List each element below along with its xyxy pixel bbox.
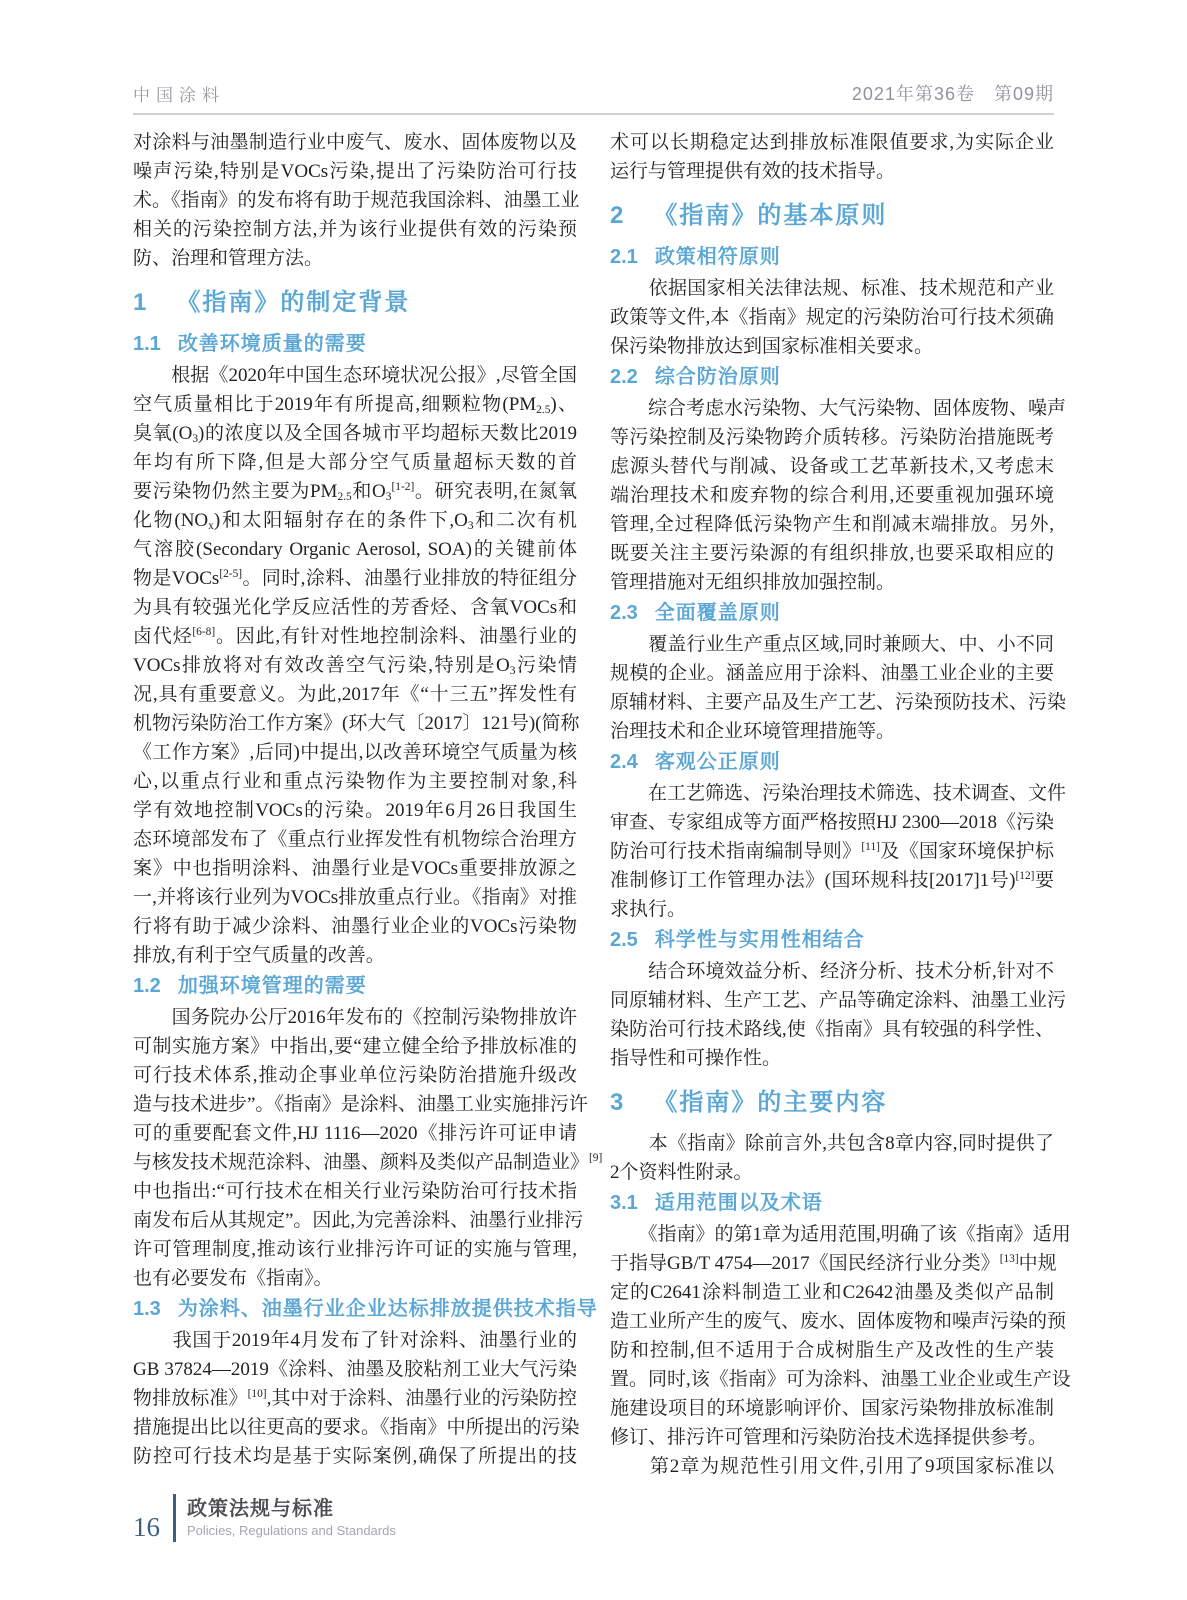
issue-info: 2021年第36卷 第09期 (851, 84, 1054, 104)
text-line: 一,并将该行业列为VOCs排放重点行业。《指南》对推 (133, 887, 577, 908)
text-line: 相关的污染控制方法,并为该行业提供有效的污染预 (133, 219, 577, 240)
text-line: 审查、专家组成等方面严格按照HJ 2300—2018《污染 (610, 812, 1054, 833)
text-line: 治理技术和企业环境管理措施等。 (610, 721, 896, 742)
heading-number: 2.4 (610, 751, 638, 773)
text-line: 臭氧$(O_3)$的浓度以及全国各城市平均超标天数比2019 (133, 423, 577, 445)
heading-title: 为涂料、油墨行业企业达标排放提供技术指导 (177, 1298, 598, 1320)
heading-title: 加强环境管理的需要 (177, 975, 367, 997)
text-line: 物是VOCs[2-5]。同时,涂料、油墨行业排放的特征组分 (133, 568, 577, 589)
subsection-heading (610, 1188, 1054, 1219)
text-line: 既要关注主要污染源的有组织排放,也要采取相应的 (610, 543, 1054, 564)
text-line: 化物$(NO_x)$和太阳辐射存在的条件下$,O_3$和二次有机 (133, 510, 577, 532)
paragraph (133, 1003, 603, 1293)
column-left (133, 128, 603, 1481)
text-line: 在工艺筛选、污染治理技术筛选、技术调查、文件 (610, 783, 1067, 804)
text-line: 造工业所产生的废气、废水、固体废物和噪声污染的预 (610, 1311, 1067, 1332)
text-line: 我国于2019年4月发布了针对涂料、油墨行业的 (133, 1330, 577, 1351)
heading-number: 2.1 (610, 246, 638, 268)
subsection-heading (610, 925, 1054, 956)
text-line: 许可管理制度,推动该行业排污许可证的实施与管理, (133, 1239, 577, 1260)
content-columns (133, 128, 1071, 1481)
heading-number: 1.1 (133, 333, 161, 355)
text-line: 管理措施对无组织排放加强控制。 (610, 572, 896, 593)
text-line: 定的C2641涂料制造工业和C2642油墨及类似产品制 (610, 1282, 1054, 1303)
heading-number: 1.3 (133, 1298, 161, 1320)
text-line: 修订、排污许可管理和污染防治技术选择提供参考。 (610, 1427, 1048, 1448)
paragraph (610, 128, 1054, 186)
text-line: 求执行。 (610, 899, 687, 920)
text-line: GB 37824—2019《涂料、油墨及胶粘剂工业大气污染 (133, 1359, 577, 1380)
text-line: 端治理技术和废弃物的综合利用,还要重视加强环境 (610, 485, 1054, 506)
text-line: 于指导GB/T 4754—2017《国民经济行业分类》[13]中规 (610, 1253, 1057, 1274)
heading-title: 科学性与实用性相结合 (654, 929, 865, 951)
text-line: 施建设项目的环境影响评价、国家污染物排放标准制 (610, 1398, 1054, 1419)
text-line: 指导性和可操作性。 (610, 1048, 782, 1069)
heading-number: 2.3 (610, 602, 638, 624)
text-line: 措施提出比以往更高的要求。《指南》中所提出的污染 (133, 1417, 580, 1438)
footer-section-title: 政策法规与标准 (187, 1498, 334, 1520)
section-heading (133, 287, 577, 319)
heading-title: 《指南》的基本原则 (653, 202, 888, 229)
text-line: 等污染控制及污染物跨介质转移。污染防治措施既考 (610, 427, 1054, 448)
text-line: 准制修订工作管理办法》(国环规科技[2017]1号)[12]要 (610, 870, 1054, 891)
text-line: 规模的企业。涵盖应用于涂料、油墨工业企业的主要 (610, 663, 1054, 684)
page-number: 16 (133, 1512, 160, 1542)
paragraph (610, 1129, 1054, 1187)
text-line: VOCs排放将对有效改善空气污染,特别是$O_3$污染情 (133, 655, 577, 677)
text-line: 覆盖行业生产重点区域,同时兼顾大、中、小不同 (610, 634, 1054, 655)
heading-title: 政策相符原则 (654, 246, 781, 268)
text-line: 气溶胶(Secondary Organic Aerosol, SOA)的关键前体 (133, 539, 577, 560)
text-line: 机物污染防治工作方案》(环大气〔2017〕121号)(简称 (133, 713, 580, 734)
footer-divider (173, 1494, 176, 1542)
paragraph (610, 957, 1067, 1073)
section-heading (610, 200, 1054, 232)
text-line: 虑源头替代与削减、设备或工艺革新技术,又考虑末 (610, 456, 1054, 477)
text-line: 《工作方案》,后同)中提出,以改善环境空气质量为核 (133, 742, 577, 763)
paragraph (610, 274, 1054, 361)
text-line: 可行技术体系,推动企事业单位污染防治措施升级改 (133, 1065, 577, 1086)
subsection-heading (133, 329, 577, 360)
footer-titles (187, 1496, 396, 1540)
heading-title: 改善环境质量的需要 (177, 333, 367, 355)
paragraph (133, 1326, 580, 1471)
text-line: 与核发技术规范涂料、油墨、颜料及类似产品制造业》[9] (133, 1152, 603, 1173)
text-line: 防和控制,但不适用于合成树脂生产及改性的生产装 (610, 1340, 1054, 1361)
text-line: 防控可行技术均是基于实际案例,确保了所提出的技 (133, 1446, 577, 1467)
text-line: 置。同时,该《指南》可为涂料、油墨工业企业或生产设 (610, 1369, 1071, 1390)
section-heading (610, 1087, 1054, 1119)
text-line: 防治可行技术指南编制导则》[11]及《国家环境保护标 (610, 841, 1054, 862)
text-line: 南发布后从其规定”。因此,为完善涂料、油墨行业排污 (133, 1210, 584, 1231)
heading-title: 客观公正原则 (654, 751, 781, 773)
text-line: 运行与管理提供有效的技术指导。 (610, 161, 896, 182)
text-line: 根据《2020年中国生态环境状况公报》,尽管全国 (133, 365, 577, 386)
text-line: 保污染物排放达到国家标准相关要求。 (610, 336, 934, 357)
heading-title: 《指南》的主要内容 (653, 1089, 888, 1116)
text-line: 物排放标准》[10],其中对于涂料、油墨行业的污染防控 (133, 1388, 577, 1409)
text-line: 学有效地控制VOCs的污染。2019年6月26日我国生 (133, 800, 577, 821)
text-line: 况,具有重要意义。为此,2017年《“十三五”挥发性有 (133, 684, 577, 705)
page-header (133, 80, 1054, 115)
paragraph (133, 361, 580, 970)
subsection-heading (610, 747, 1054, 778)
text-line: 也有必要发布《指南》。 (133, 1268, 333, 1289)
text-line: 中也指出:“可行技术在相关行业污染防治可行技术指 (133, 1181, 577, 1202)
text-line: 噪声污染,特别是VOCs污染,提出了污染防治可行技 (133, 161, 577, 182)
text-line: 排放,有利于空气质量的改善。 (133, 945, 385, 966)
text-line: 对涂料与油墨制造行业中废气、废水、固体废物以及 (133, 132, 577, 153)
text-line: 政策等文件,本《指南》规定的污染防治可行技术须确 (610, 307, 1054, 328)
text-line: 同原辅材料、生产工艺、产品等确定涂料、油墨工业污 (610, 990, 1067, 1011)
footer-section-subtitle: Policies, Regulations and Standards (187, 1523, 396, 1538)
text-line: 态环境部发布了《重点行业挥发性有机物综合治理方 (133, 829, 577, 850)
text-line: 可制实施方案》中指出,要“建立健全给予排放标准的 (133, 1036, 577, 1057)
text-line: 结合环境效益分析、经济分析、技术分析,针对不 (610, 961, 1054, 982)
heading-number: 2 (610, 202, 624, 229)
text-line: 案》中也指明涂料、油墨行业是VOCs重要排放源之 (133, 858, 577, 879)
text-line: 心,以重点行业和重点污染物作为主要控制对象,科 (133, 771, 577, 792)
subsection-heading (610, 598, 1054, 629)
paragraph (610, 779, 1067, 924)
heading-title: 适用范围以及术语 (654, 1192, 823, 1214)
heading-number: 3.1 (610, 1192, 638, 1214)
text-line: 《指南》的第1章为适用范围,明确了该《指南》适用 (610, 1224, 1071, 1245)
heading-title: 综合防治原则 (654, 366, 781, 388)
paragraph (610, 630, 1067, 746)
text-line: 第2章为规范性引用文件,引用了9项国家标准以 (610, 1456, 1054, 1477)
subsection-heading (133, 971, 577, 1002)
paragraph (610, 1452, 1054, 1481)
journal-name: 中国涂料 (133, 86, 225, 105)
text-line: 原辅材料、主要产品及生产工艺、污染预防技术、污染 (610, 692, 1067, 713)
heading-number: 1.2 (133, 975, 161, 997)
text-line: 要污染物仍然主要为$PM_{2.5}$和$O_3[1-2]$。研究表明,在氮氧 (133, 481, 577, 503)
paragraph (610, 1220, 1071, 1452)
heading-title: 《指南》的制定背景 (176, 289, 411, 316)
heading-number: 1 (133, 289, 147, 316)
text-line: 防、治理和管理方法。 (133, 248, 324, 269)
subsection-heading (610, 362, 1054, 393)
text-line: 本《指南》除前言外,共包含8章内容,同时提供了 (610, 1133, 1054, 1154)
text-line: 行将有助于减少涂料、油墨行业企业的VOCs污染物 (133, 916, 577, 937)
heading-number: 3 (610, 1089, 624, 1116)
text-line: 卤代烃[6-8]。因此,有针对性地控制涂料、油墨行业的 (133, 626, 577, 647)
text-line: 年均有所下降,但是大部分空气质量超标天数的首 (133, 452, 577, 473)
paragraph (133, 128, 580, 273)
text-line: 依据国家相关法律法规、标准、技术规范和产业 (610, 278, 1054, 299)
text-line: 2个资料性附录。 (610, 1162, 753, 1183)
text-line: 管理,全过程降低污染物产生和削减末端排放。另外, (610, 514, 1054, 535)
text-line: 染防治可行技术路线,使《指南》具有较强的科学性、 (610, 1019, 1054, 1040)
text-line: 综合考虑水污染物、大气污染物、固体废物、噪声 (610, 398, 1067, 419)
text-line: 可的重要配套文件,HJ 1116—2020《排污许可证申请 (133, 1123, 577, 1144)
subsection-heading (610, 242, 1054, 273)
subsection-heading (133, 1294, 598, 1325)
heading-number: 2.2 (610, 366, 638, 388)
heading-number: 2.5 (610, 929, 638, 951)
text-line: 为具有较强光化学反应活性的芳香烃、含氧VOCs和 (133, 597, 577, 618)
paragraph (610, 394, 1067, 597)
column-right (610, 128, 1071, 1481)
text-line: 空气质量相比于2019年有所提高,细颗粒物$(PM_{2.5})$、 (133, 394, 578, 416)
text-line: 术。《指南》的发布将有助于规范我国涂料、油墨工业 (133, 190, 580, 211)
heading-title: 全面覆盖原则 (654, 602, 781, 624)
text-line: 造与技术进步”。《指南》是涂料、油墨工业实施排污许 (133, 1094, 588, 1115)
text-line: 术可以长期稳定达到排放标准限值要求,为实际企业 (610, 132, 1054, 153)
text-line: 国务院办公厅2016年发布的《控制污染物排放许 (133, 1007, 577, 1028)
page-footer (133, 1494, 396, 1542)
